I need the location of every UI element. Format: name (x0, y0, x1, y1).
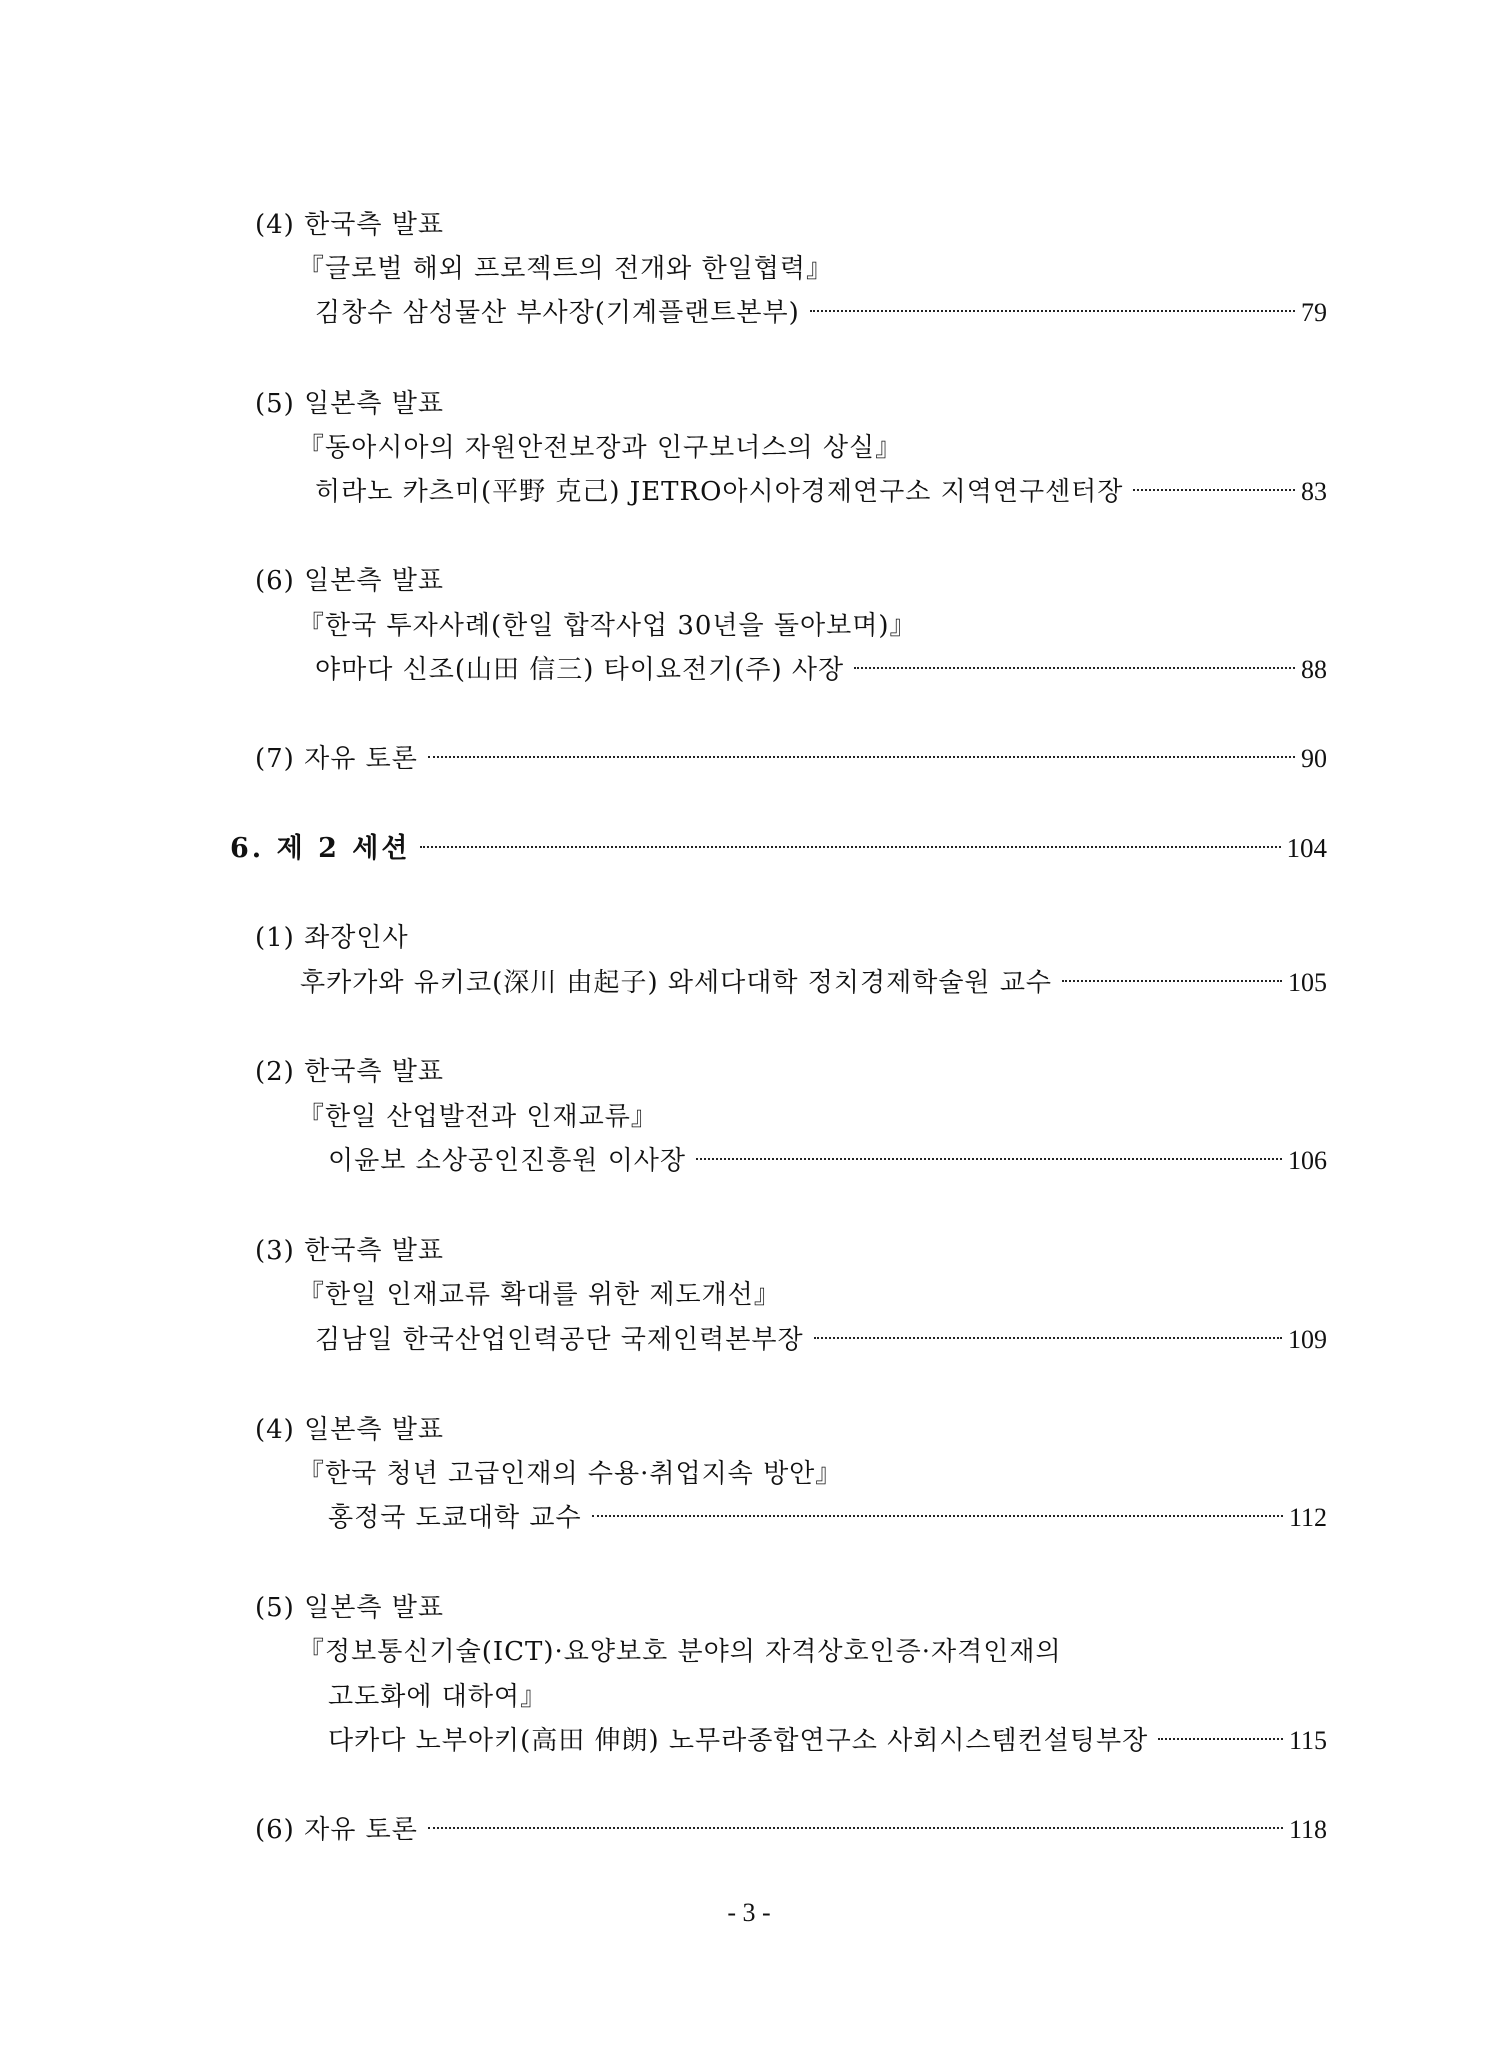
toc-speaker: 이윤보 소상공인진흥원 이사장 (328, 1146, 687, 1176)
toc-item-title: 『한국 청년 고급인재의 수용·취업지속 방안』 (298, 1459, 843, 1489)
toc-item-heading: (1) 좌장인사 (255, 923, 409, 953)
toc-page-number: 109 (1288, 1325, 1327, 1354)
toc-item-title: 『동아시아의 자원안전보장과 인구보너스의 상실』 (298, 433, 903, 463)
dot-leader (428, 756, 1295, 758)
toc-speaker: 히라노 카츠미(平野 克己) JETRO아시아경제연구소 지역연구센터장 (315, 477, 1124, 507)
toc-page-number: 83 (1301, 477, 1327, 506)
toc-page-number: 104 (1286, 833, 1327, 863)
toc-speaker: 김창수 삼성물산 부사장(기계플랜트본부) (315, 298, 800, 328)
toc-entry[interactable] (255, 1810, 1327, 1850)
toc-item-title: 『한국 투자사례(한일 합작사업 30년을 돌아보며)』 (298, 611, 917, 641)
toc-entry[interactable] (315, 293, 1327, 333)
toc-page-number: 118 (1288, 1815, 1327, 1844)
toc-page-number: 115 (1288, 1726, 1327, 1755)
toc-item-heading: (6) 일본측 발표 (255, 566, 444, 596)
toc-page-number: 105 (1288, 968, 1327, 997)
toc-entry[interactable] (315, 472, 1327, 512)
toc-speaker: 야마다 신조(山田 信三) 타이요전기(주) 사장 (315, 655, 845, 685)
toc-speaker: 김남일 한국산업인력공단 국제인력본부장 (315, 1325, 804, 1355)
dot-leader (428, 1827, 1283, 1829)
toc-speaker: 홍정국 도쿄대학 교수 (328, 1503, 582, 1533)
toc-entry[interactable] (328, 1141, 1327, 1181)
dot-leader (810, 310, 1295, 312)
toc-item-heading: (2) 한국측 발표 (255, 1057, 444, 1087)
toc-page-number: 90 (1301, 744, 1327, 773)
toc-section-heading[interactable] (230, 828, 1327, 868)
toc-page-number: 88 (1301, 655, 1327, 684)
dot-leader (854, 667, 1295, 669)
toc-item-title-continued: 고도화에 대하여』 (328, 1682, 548, 1712)
toc-item-title: 『글로벌 해외 프로젝트의 전개와 한일협력』 (298, 254, 834, 284)
toc-item-heading: (3) 한국측 발표 (255, 1236, 444, 1266)
toc-item-heading: (5) 일본측 발표 (255, 1593, 444, 1623)
toc-item-heading: (4) 한국측 발표 (255, 210, 444, 240)
toc-item-heading: (7) 자유 토론 (255, 744, 418, 774)
dot-leader (1062, 980, 1282, 982)
dot-leader (1133, 489, 1295, 491)
dot-leader (592, 1515, 1283, 1517)
toc-item-title: 『한일 인재교류 확대를 위한 제도개선』 (298, 1280, 781, 1310)
toc-entry[interactable] (255, 739, 1327, 779)
toc-entry[interactable] (300, 963, 1327, 1003)
dot-leader (814, 1337, 1282, 1339)
toc-speaker: 다카다 노부아키(高田 伸朗) 노무라종합연구소 사회시스템컨설팅부장 (328, 1726, 1149, 1756)
toc-entry[interactable] (328, 1721, 1327, 1761)
dot-leader (420, 846, 1280, 848)
toc-item-heading: (4) 일본측 발표 (255, 1415, 444, 1445)
toc-page-number: 106 (1288, 1146, 1327, 1175)
toc-item-title: 『한일 산업발전과 인재교류』 (298, 1102, 658, 1132)
toc-item-heading: (5) 일본측 발표 (255, 389, 444, 419)
page-number-footer: - 3 - (727, 1898, 771, 1927)
dot-leader (696, 1158, 1282, 1160)
toc-item-title: 『정보통신기술(ICT)·요양보호 분야의 자격상호인증·자격인재의 (298, 1637, 1062, 1667)
toc-speaker: 후카가와 유키코(深川 由起子) 와세다대학 정치경제학술원 교수 (300, 968, 1053, 998)
toc-item-heading: (6) 자유 토론 (255, 1815, 418, 1845)
dot-leader (1158, 1738, 1283, 1740)
toc-entry[interactable] (328, 1498, 1327, 1538)
section-title: 6. 제 2 세션 (230, 833, 411, 864)
toc-entry[interactable] (315, 650, 1327, 690)
toc-page-number: 79 (1301, 298, 1327, 327)
toc-entry[interactable] (315, 1320, 1327, 1360)
toc-page-number: 112 (1288, 1503, 1327, 1532)
